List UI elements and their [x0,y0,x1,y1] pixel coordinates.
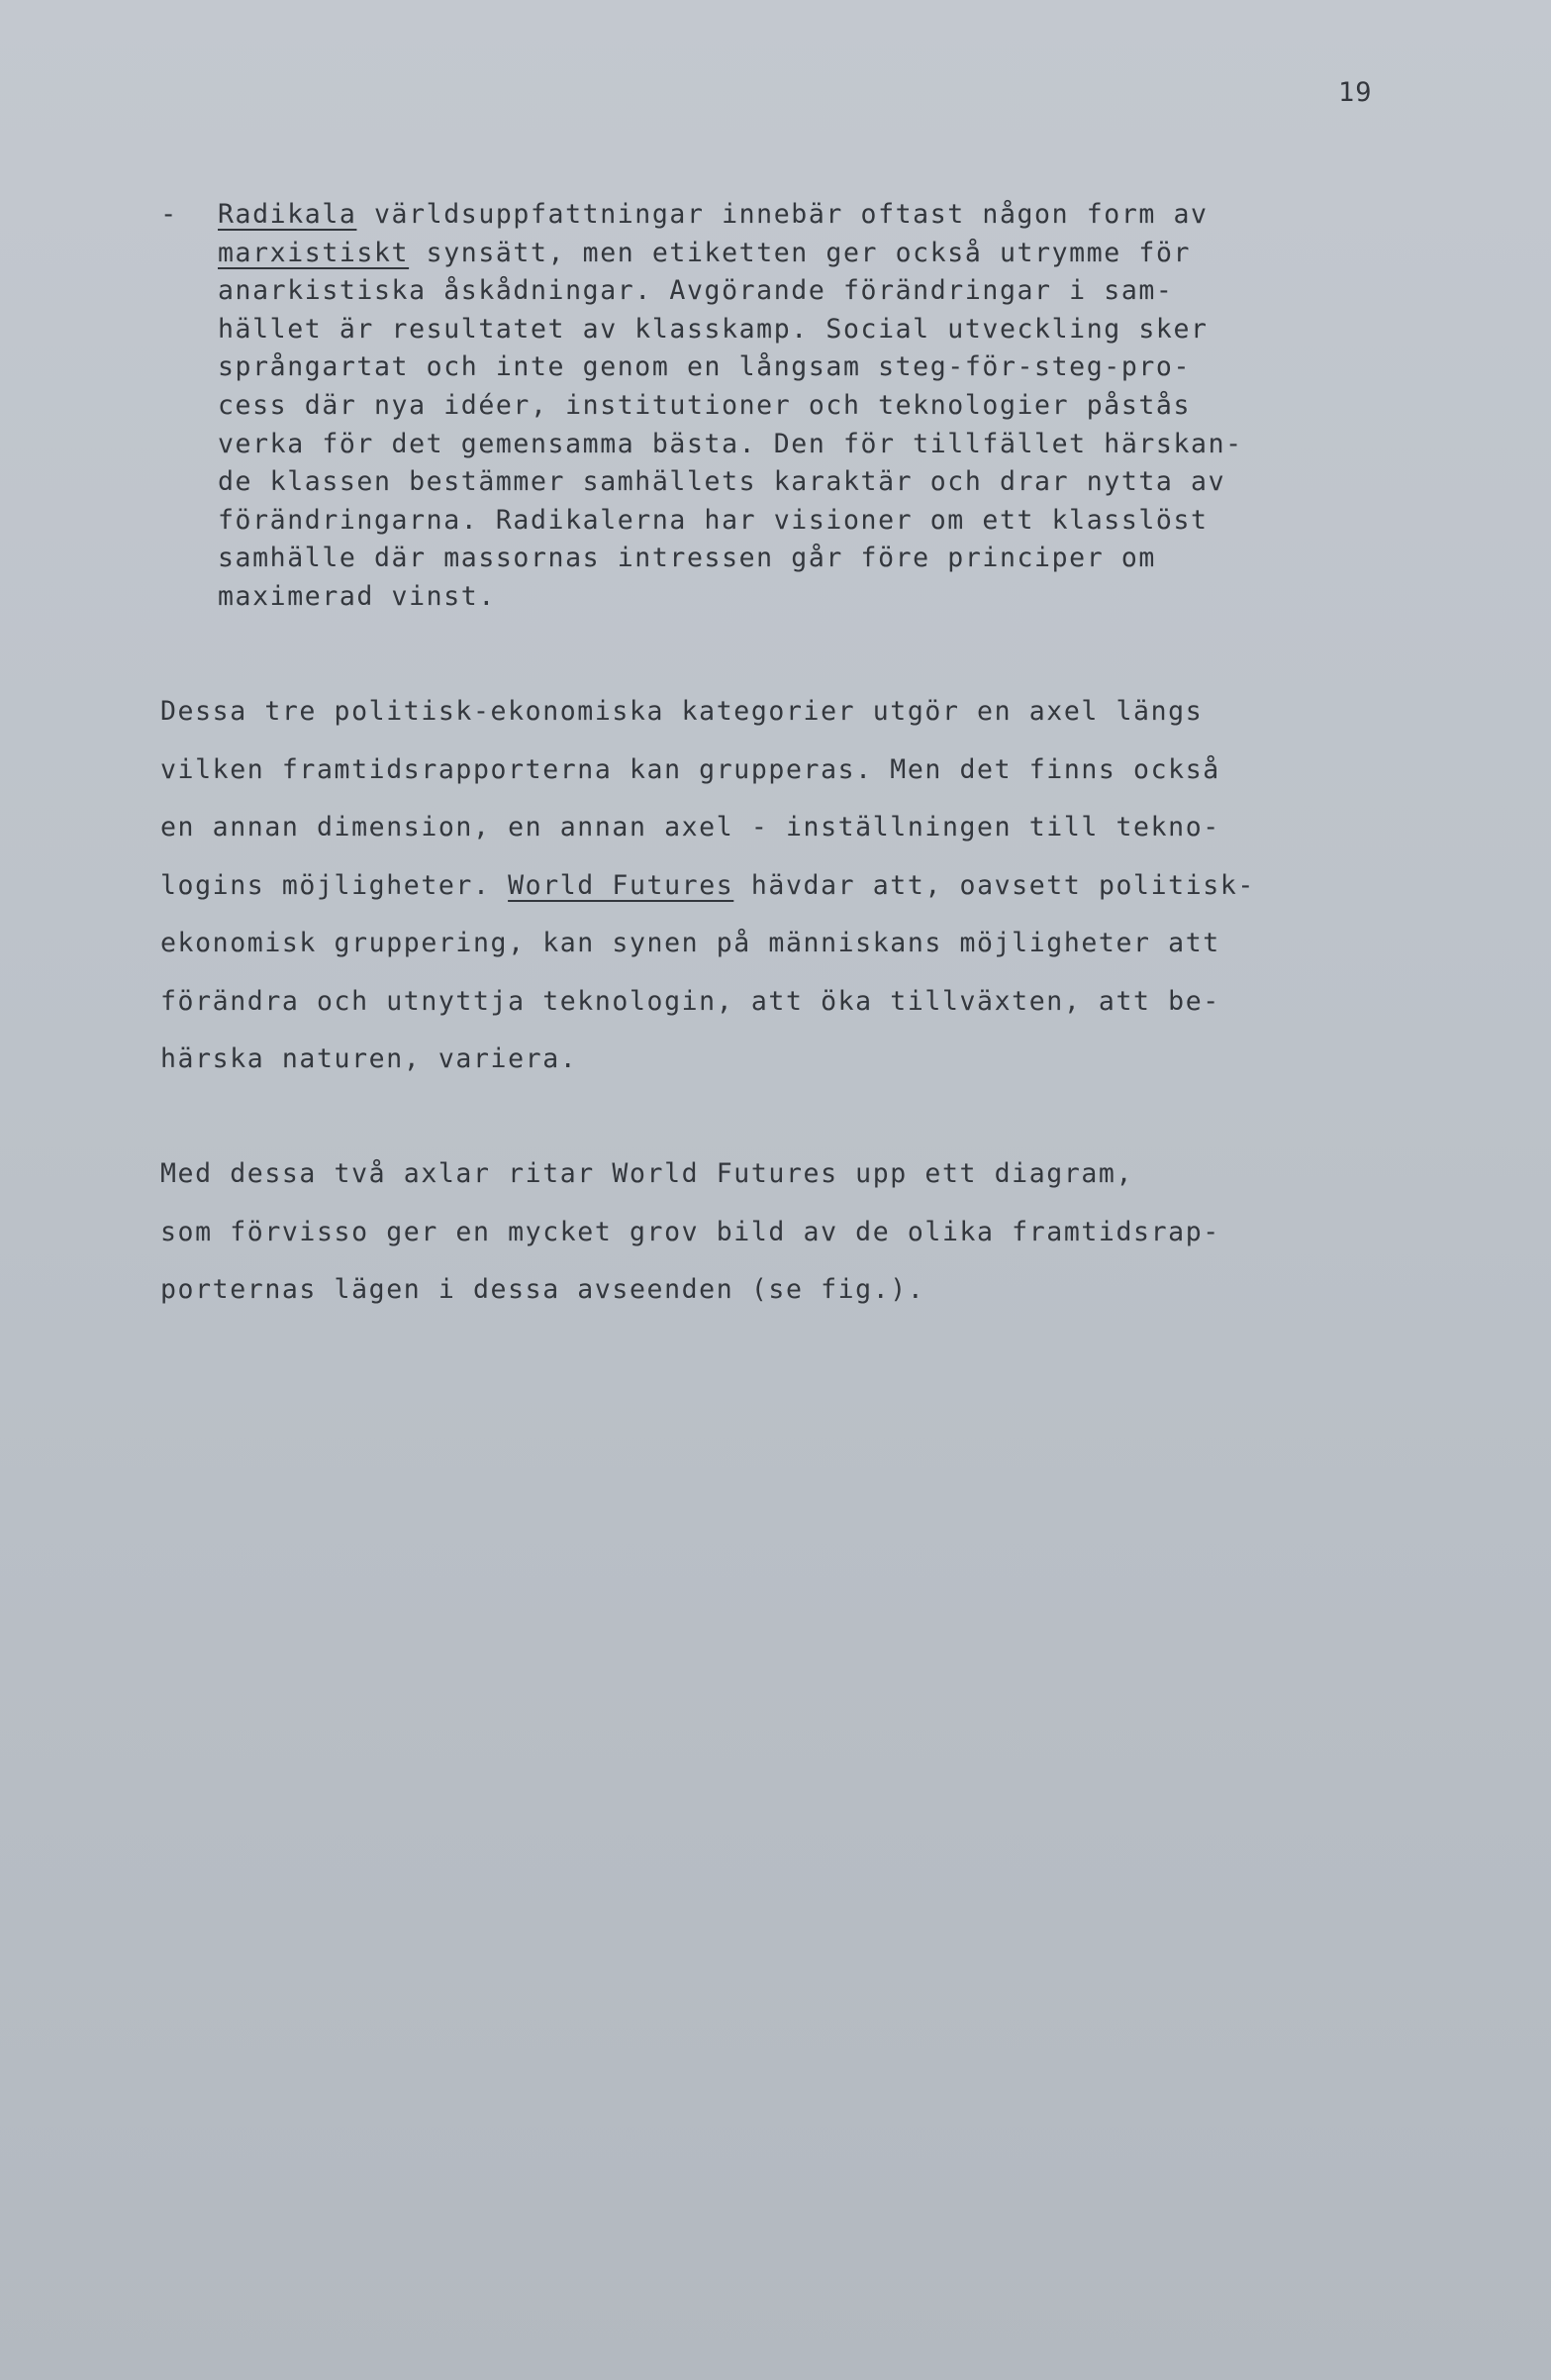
page-number: 19 [1338,77,1373,108]
text-line: maximerad vinst. [218,580,496,612]
text-line: förändra och utnyttja teknologin, att öka tillväxten, att be- [160,985,1220,1017]
paragraph-diagram [160,1145,1388,1320]
text-line: de klassen bestämmer samhällets karaktär och drar nytta av [218,466,1226,498]
text-line: som förvisso ger en mycket grov bild av de olika framtidsrap- [160,1216,1220,1247]
underlined-term: World Futures [508,869,734,901]
text-line: porternas lägen i dessa avseenden (se fig.). [160,1274,925,1305]
text-line: Radikala världsuppfattningar innebär oftast någon form av [218,199,1209,230]
text-line: samhälle där massornas intressen går före principer om [218,543,1156,574]
underlined-term: marxistiskt [218,237,410,268]
text-line: marxistiskt synsätt, men etiketten ger också utrymme för [218,237,1192,268]
bullet-marker: - [160,199,177,230]
bullet-text [218,196,1376,617]
text-line: vilken framtidsrapporterna kan grupperas. Men det finns också [160,753,1220,785]
text-line: logins möjligheter. World Futures hävdar att, oavsett politisk- [160,869,1255,901]
underlined-term: Radikala [218,199,357,230]
paragraph-axes [160,683,1388,1089]
text-line: ekonomisk gruppering, kan synen på människans möjligheter att [160,928,1220,958]
text-line: en annan dimension, en annan axel - inställningen till tekno- [160,812,1220,843]
text-line: anarkistiska åskådningar. Avgörande förändringar i sam- [218,275,1174,307]
text-line: språngartat och inte genom en långsam steg-för-steg-pro- [218,351,1192,383]
text-line: Dessa tre politisk-ekonomiska kategorier utgör en axel längs [160,696,1204,727]
text-line: verka för det gemensamma bästa. Den för tillfället härskan- [218,428,1243,459]
text-line: förändringarna. Radikalerna har visioner om ett klasslöst [218,504,1209,536]
text-line: cess där nya idéer, institutioner och teknologier påstås [218,389,1192,421]
text-line: hället är resultatet av klasskamp. Social utveckling sker [218,313,1209,345]
text-line: Med dessa två axlar ritar World Futures upp ett diagram, [160,1158,1134,1189]
text-line: härska naturen, variera. [160,1043,578,1074]
